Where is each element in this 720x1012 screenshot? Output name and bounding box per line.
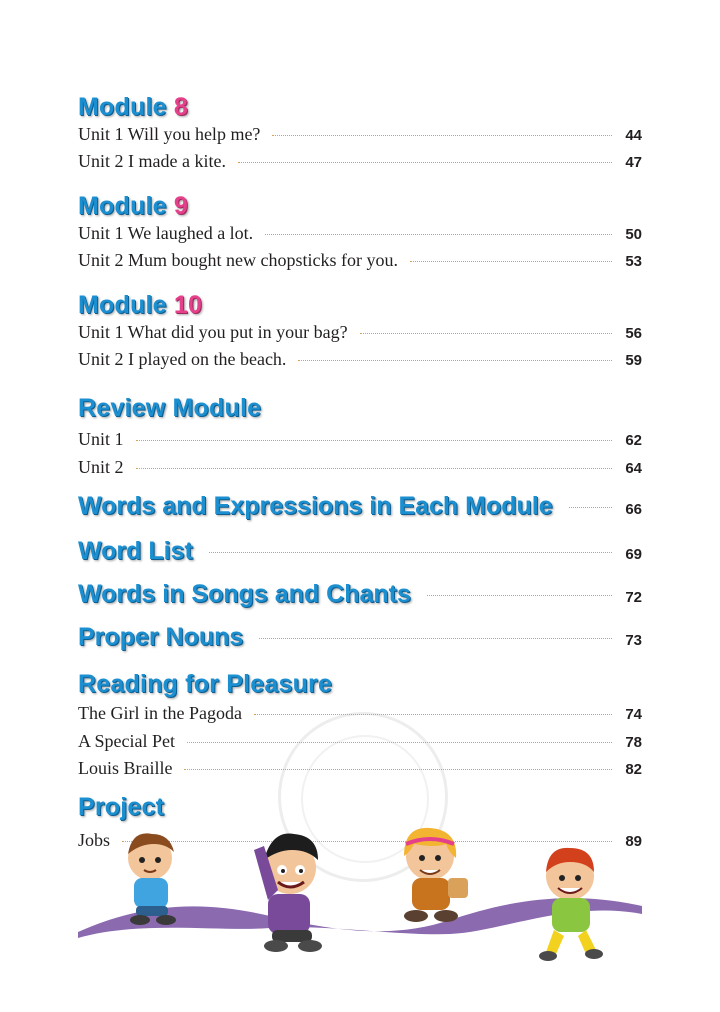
dot-leader <box>184 769 612 770</box>
entry-title: Unit 2 Mum bought new chopsticks for you. <box>78 250 398 270</box>
entry-page: 66 <box>625 501 642 518</box>
dot-leader <box>187 742 612 743</box>
toc-entry[interactable] <box>78 151 642 175</box>
entry-title: Jobs <box>78 830 111 850</box>
entry-title: Unit 1 What did you put in your bag? <box>78 322 348 342</box>
toc-section-entry[interactable] <box>78 537 642 569</box>
toc-section-entry[interactable] <box>78 623 642 655</box>
section-title: Proper Nouns <box>78 623 244 651</box>
toc-section-entry[interactable] <box>78 580 642 612</box>
dot-leader <box>238 162 612 163</box>
dot-leader <box>298 360 612 361</box>
entry-page: 44 <box>625 127 642 144</box>
entry-page: 69 <box>625 546 642 563</box>
toc-entry[interactable] <box>78 124 642 148</box>
dot-leader <box>265 234 612 235</box>
entry-title: Unit 2 <box>78 457 124 477</box>
entry-page: 50 <box>625 226 642 243</box>
entry-title: Unit 1 We laughed a lot. <box>78 223 254 243</box>
dot-leader <box>259 638 612 639</box>
entry-title: A Special Pet <box>78 731 175 751</box>
entry-page: 73 <box>625 632 642 649</box>
toc-entry[interactable] <box>78 457 642 481</box>
girl-blonde-icon <box>404 828 468 922</box>
module-9-heading: Module 9 <box>78 192 188 220</box>
toc-entry[interactable] <box>78 758 642 782</box>
entry-page: 59 <box>625 352 642 369</box>
toc-entry[interactable] <box>78 250 642 274</box>
entry-title: Unit 2 I played on the beach. <box>78 349 287 369</box>
entry-title: Unit 1 Will you help me? <box>78 124 261 144</box>
dot-leader <box>410 261 612 262</box>
dot-leader <box>136 440 612 441</box>
entry-page: 82 <box>625 761 642 778</box>
dot-leader <box>360 333 612 334</box>
dot-leader <box>136 468 612 469</box>
entry-page: 47 <box>625 154 642 171</box>
toc-entry[interactable] <box>78 703 642 727</box>
toc-entry[interactable] <box>78 429 642 453</box>
project-heading: Project <box>78 793 165 821</box>
entry-page: 64 <box>625 460 642 477</box>
toc-entry[interactable] <box>78 322 642 346</box>
entry-title: Unit 1 <box>78 429 124 449</box>
reading-heading: Reading for Pleasure <box>78 670 333 698</box>
toc-entry[interactable] <box>78 349 642 373</box>
entry-title: Unit 2 I made a kite. <box>78 151 226 171</box>
section-title: Words and Expressions in Each Module <box>78 492 553 520</box>
toc-entry[interactable] <box>78 223 642 247</box>
dot-leader <box>209 552 612 553</box>
entry-page: 62 <box>625 432 642 449</box>
kids-illustration <box>70 820 650 970</box>
entry-page: 74 <box>625 706 642 723</box>
section-title: Word List <box>78 537 193 565</box>
boy-black-hair-icon <box>254 834 322 952</box>
module-10-heading: Module 10 <box>78 291 203 319</box>
entry-page: 72 <box>625 589 642 606</box>
toc-entry[interactable] <box>78 731 642 755</box>
dot-leader <box>272 135 612 136</box>
entry-page: 56 <box>625 325 642 342</box>
entry-title: Louis Braille <box>78 758 173 778</box>
review-module-heading: Review Module <box>78 394 262 422</box>
toc-section-entry[interactable] <box>78 492 642 524</box>
entry-page: 78 <box>625 734 642 751</box>
entry-page: 53 <box>625 253 642 270</box>
entry-title: The Girl in the Pagoda <box>78 703 242 723</box>
dot-leader <box>254 714 612 715</box>
entry-page: 89 <box>625 833 642 850</box>
dot-leader <box>569 507 612 508</box>
dot-leader <box>427 595 612 596</box>
section-title: Words in Songs and Chants <box>78 580 411 608</box>
module-8-heading: Module 8 <box>78 93 188 121</box>
